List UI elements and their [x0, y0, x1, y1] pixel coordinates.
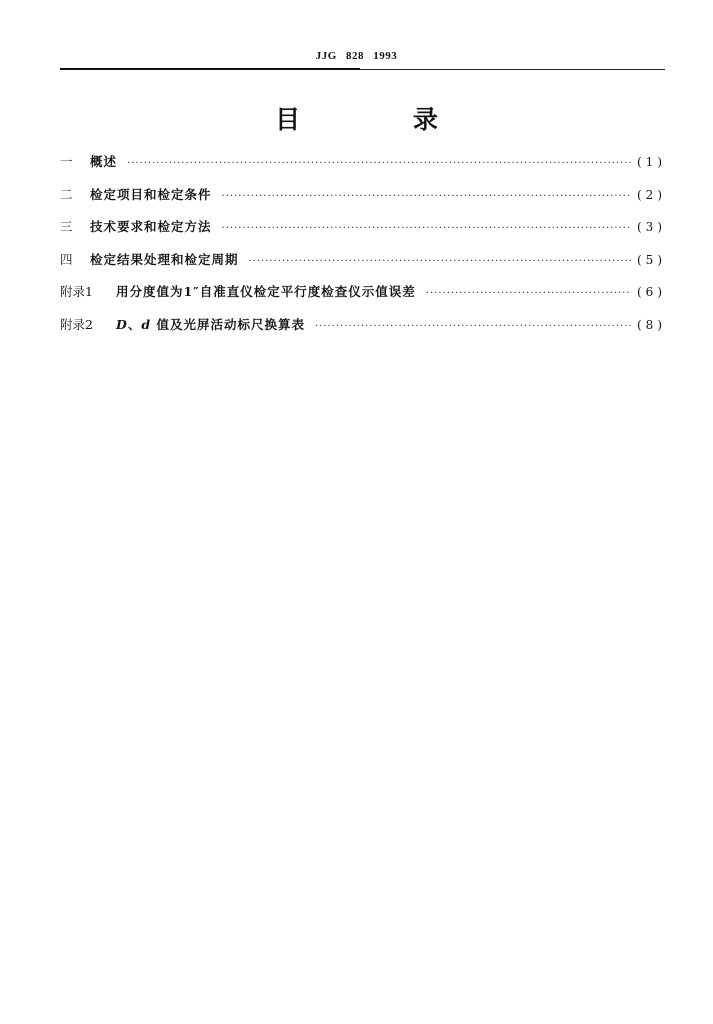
toc-entry-title: 用分度值为1″自准直仪检定平行度检查仪示值误差 — [116, 284, 416, 299]
separator: 、 — [127, 316, 142, 332]
toc-leader-dots — [127, 158, 631, 169]
symbol-D: D — [116, 316, 128, 332]
toc-entry-number: 二 — [60, 186, 73, 202]
standard-year: 1993 — [373, 50, 398, 62]
toc-leader-dots — [249, 256, 631, 267]
toc-entry-number: 附录2 — [60, 316, 93, 332]
toc-entry-title: 检定结果处理和检定周期 — [90, 251, 239, 267]
toc-entry-appendix[interactable] — [60, 282, 666, 315]
toc-leader-dots — [426, 288, 631, 299]
toc-entry[interactable] — [60, 152, 666, 185]
toc-entry-page: (8) — [637, 317, 666, 332]
toc-entry-page: (6) — [637, 285, 666, 299]
page-title: 目 录 — [275, 105, 490, 134]
symbol-d: d — [141, 316, 152, 332]
toc-entry-title: 概述 — [90, 154, 118, 169]
toc-entry-page: (5) — [637, 252, 666, 267]
title-remainder: 值及光屏活动标尺换算表 — [151, 316, 305, 332]
toc-entry-page: (1) — [637, 155, 666, 169]
toc-entry-number: 附录1 — [60, 284, 93, 299]
toc-entry-number: 一 — [60, 154, 73, 169]
toc-entry-title: 检定项目和检定条件 — [90, 186, 212, 202]
toc-entry[interactable] — [60, 250, 666, 283]
standard-code: JJG 828 — [315, 50, 365, 62]
header-rule-accent — [60, 68, 360, 70]
toc-entry-page: (2) — [637, 187, 666, 202]
toc-leader-dots — [315, 321, 631, 332]
toc-leader-dots — [222, 223, 631, 234]
toc-entry[interactable] — [60, 217, 666, 250]
toc-entry-number: 四 — [60, 251, 73, 267]
table-of-contents — [60, 152, 666, 347]
toc-entry-page: (3) — [637, 220, 666, 234]
toc-entry-number: 三 — [60, 219, 73, 234]
toc-entry-appendix[interactable] — [60, 315, 666, 348]
document-header — [0, 50, 713, 62]
toc-entry-title — [116, 315, 305, 333]
toc-entry-title: 技术要求和检定方法 — [90, 219, 212, 234]
toc-leader-dots — [222, 191, 631, 202]
toc-entry[interactable] — [60, 185, 666, 218]
